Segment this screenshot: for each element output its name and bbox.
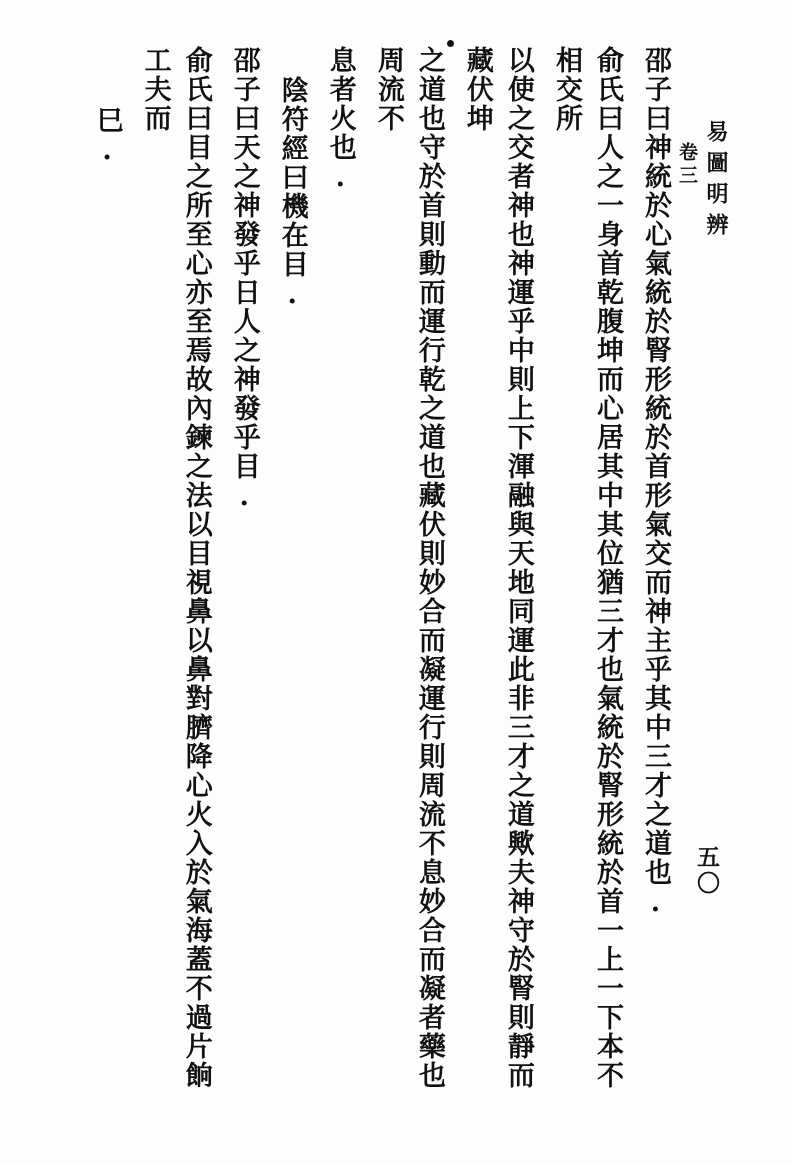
vertical-text-block bbox=[91, 46, 676, 1116]
page-number: 五〇 bbox=[693, 845, 720, 897]
text-column: 以使之交者神也神運乎中則上下渾融與天地同運此非三才之道歟夫神守於腎則靜而藏伏坤 bbox=[461, 46, 534, 1090]
text-column: 俞氏曰目之所至心亦至焉故內鍊之法以目視鼻以鼻對臍降心火入於氣海蓋不過片餉工夫而 bbox=[139, 46, 212, 1090]
text-column: 巳. bbox=[91, 106, 123, 168]
text-column: 之道也守於首則動而運行乾之道也藏伏則妙合而凝運行則周流不息妙合而凝者藥也周流不 bbox=[372, 46, 445, 1090]
text-column: 陰符經曰機在目. bbox=[276, 76, 308, 312]
volume-label: 卷三 bbox=[676, 142, 698, 188]
book-title: 易圖明辨 bbox=[703, 120, 729, 244]
text-column: 邵子曰天之神發乎日人之神發乎目. bbox=[228, 46, 260, 514]
text-column: 邵子曰神統於心氣統於腎形統於首形氣交而神主乎其中三才之道也. bbox=[640, 46, 671, 920]
text-column: 息者火也. bbox=[324, 46, 356, 195]
text-column: 俞氏曰人之一身首乾腹坤而心居其中其位猶三才也氣統於腎形統於首一上一下本不相交所 bbox=[550, 46, 623, 1090]
